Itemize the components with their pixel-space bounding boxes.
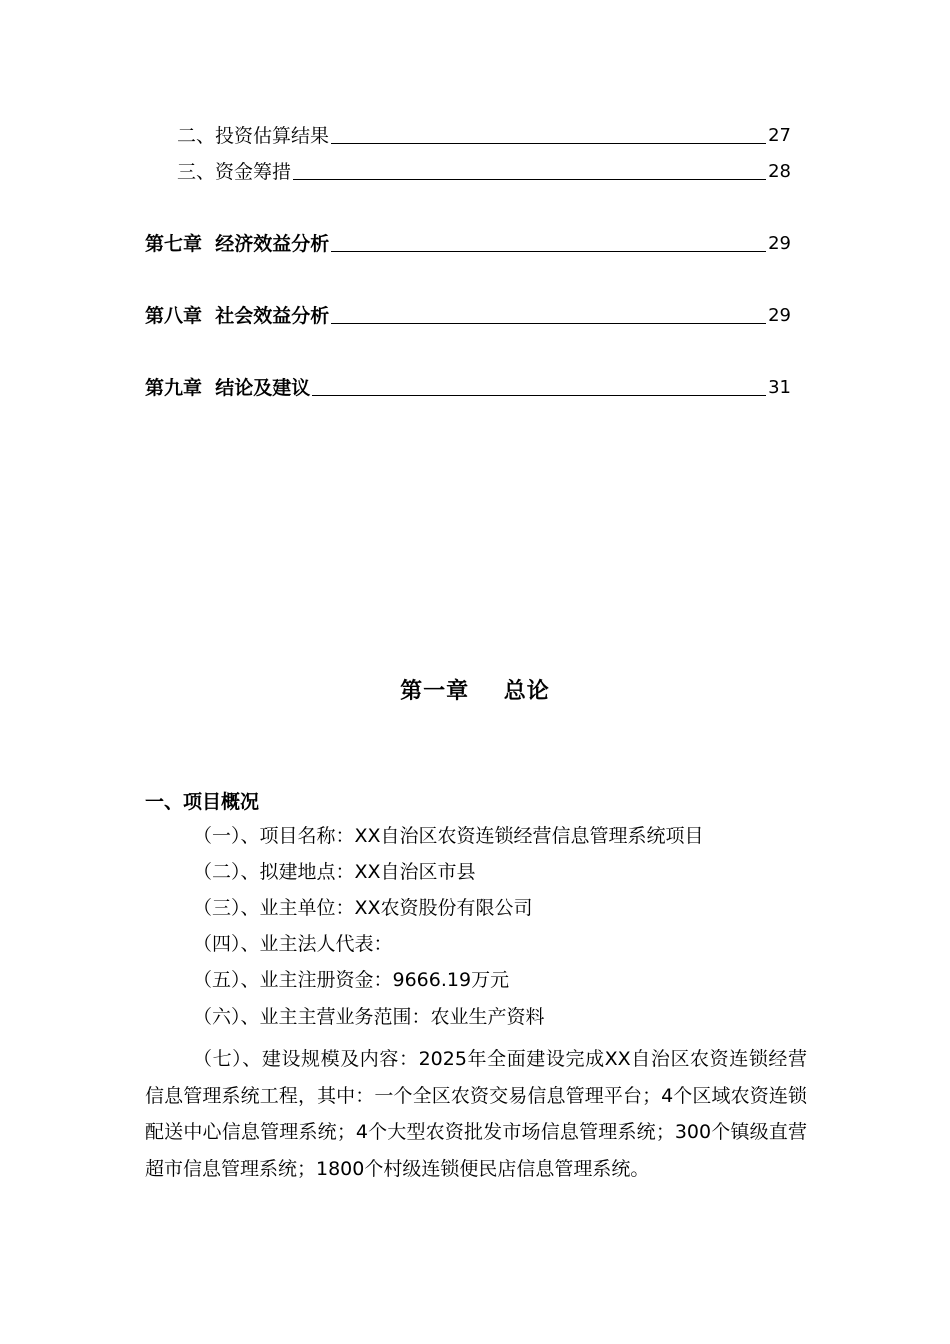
toc-entry-title: 第九章 结论及建议 (145, 377, 311, 399)
toc-leader-line (331, 322, 766, 324)
toc-entry-title: 第八章 社会效益分析 (145, 305, 330, 327)
list-item: （三）、业主单位：XX农资股份有限公司 (193, 897, 533, 919)
toc-entry[interactable] (177, 159, 791, 185)
list-item: （四）、业主法人代表： (193, 933, 393, 955)
toc-chapter-entry[interactable] (145, 231, 791, 257)
toc-chapter-entry[interactable] (145, 303, 791, 329)
list-item: （六）、业主主营业务范围：农业生产资料 (193, 1006, 545, 1028)
list-item: （二）、拟建地点：XX自治区市县 (193, 861, 476, 883)
toc-leader-line (331, 142, 766, 144)
toc-leader-line (293, 178, 766, 180)
toc-leader-line (312, 394, 766, 396)
toc-entry-title: 第七章 经济效益分析 (145, 233, 330, 255)
toc-entry-page: 31 (768, 377, 791, 398)
toc-entry[interactable] (177, 123, 791, 149)
section-heading: 一、项目概况 (145, 791, 260, 813)
toc-entry-page: 29 (768, 305, 791, 326)
toc-entry-page: 29 (768, 233, 791, 254)
toc-entry-page: 28 (768, 161, 791, 182)
body-paragraph: （七）、建设规模及内容：2025年全面建设完成XX自治区农资连锁经营信息管理系统工程，其中：一个全区农资交易信息管理平台；4个区域农资连锁配送中心信息管理系统；4个大型农资批发市场信息管理系统；300个镇级直营超市信息管理系统；1800个村级连锁便民店信息管理系统。 (145, 1048, 807, 1180)
list-item: （一）、项目名称：XX自治区农资连锁经营信息管理系统项目 (193, 825, 704, 847)
chapter-title: 第一章 总论 (400, 679, 550, 704)
toc-entry-title: 三、资金筹措 (177, 161, 292, 183)
toc-leader-line (331, 250, 766, 252)
list-item: （五）、业主注册资金：9666.19万元 (193, 969, 510, 991)
toc-entry-title: 二、投资估算结果 (177, 125, 330, 147)
toc-chapter-entry[interactable] (145, 375, 791, 401)
toc-entry-page: 27 (768, 125, 791, 146)
